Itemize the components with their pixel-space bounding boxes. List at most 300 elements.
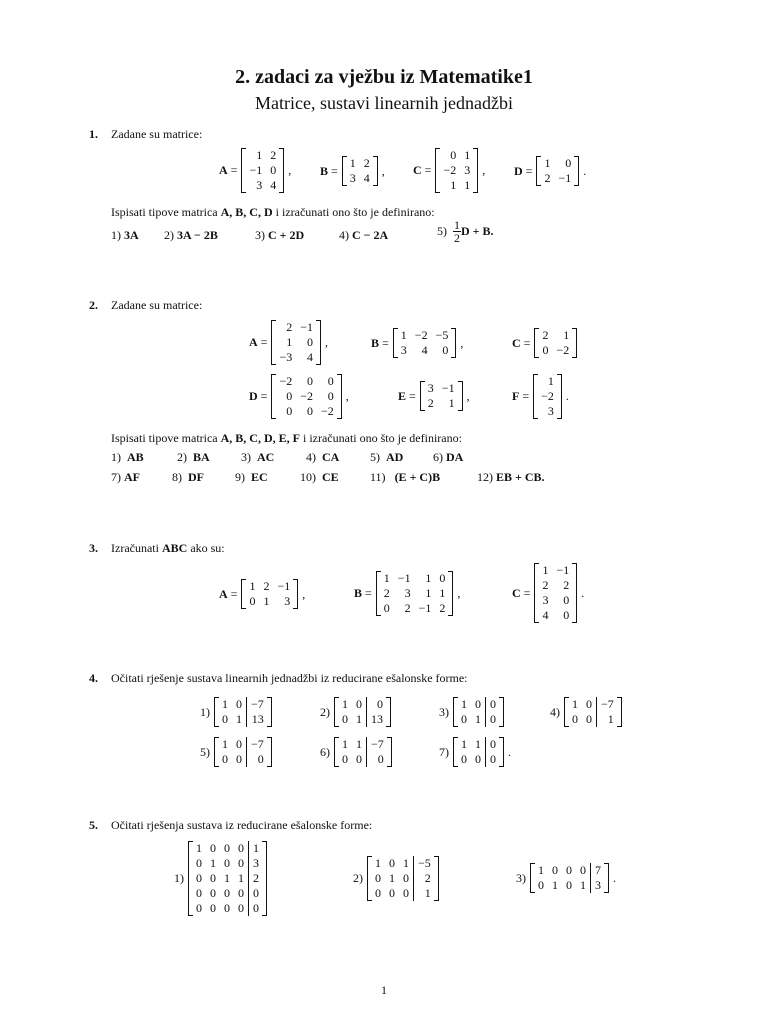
matrix-row xyxy=(215,712,272,727)
matrix-row xyxy=(189,841,267,856)
problem-4-intro: Očitati rješenje sustava linearnih jednadžbi iz reducirane ešalonske forme: xyxy=(111,671,468,685)
matrix-entry: 0 xyxy=(236,752,242,766)
matrix-entry: 3 xyxy=(400,343,407,357)
matrix-entry: 2 xyxy=(427,396,434,410)
matrix-entry: 0 xyxy=(565,156,572,170)
matrix-entry: 0 xyxy=(327,374,334,388)
p2-matrix-F-eq: F = 1 −2 3 . xyxy=(512,374,569,418)
matrix-entry: 1 xyxy=(461,697,467,711)
p5-matrix-3 xyxy=(530,863,609,893)
matrix-row xyxy=(272,350,321,365)
matrix-entry: 0 xyxy=(450,148,457,162)
matrix-row xyxy=(535,563,577,578)
matrix-entry: 1 xyxy=(224,871,230,885)
matrix-row xyxy=(189,886,267,901)
matrix-entry: 4 xyxy=(307,350,314,364)
matrix-row xyxy=(535,343,577,358)
matrix-entry: 3 xyxy=(249,856,267,871)
p1-matrix-B-eq: B = 1 2 3 4 , xyxy=(320,156,385,185)
matrix-row xyxy=(335,752,392,767)
matrix-row xyxy=(189,856,267,871)
matrix-entry: 1 xyxy=(544,156,551,170)
matrix-entry: 1 xyxy=(538,863,544,877)
matrix-entry: 1 xyxy=(464,178,471,192)
matrix-entry: 0 xyxy=(342,712,348,726)
matrix-entry: 0 xyxy=(210,841,216,855)
matrix-entry: 3 xyxy=(256,178,263,192)
matrix-entry: 1 xyxy=(196,841,202,855)
p1-matrix-D-eq: D = 1 0 2 −1 . xyxy=(514,156,587,185)
p2-task-11: 11) (E + C)B xyxy=(370,470,441,484)
matrix-entry: 0 xyxy=(224,841,230,855)
matrix-entry: 0 xyxy=(210,886,216,900)
matrix-entry: 0 xyxy=(327,389,334,403)
p1-label-C: C xyxy=(413,163,422,177)
p1-task-4: 4) C − 2A xyxy=(339,228,389,242)
matrix-entry: 1 xyxy=(249,579,256,593)
p2-task-5: 5) AD xyxy=(370,450,404,464)
matrix-entry: 1 xyxy=(542,563,549,577)
problem-4-number: 4. xyxy=(89,671,98,685)
matrix-entry: 1 xyxy=(256,148,263,162)
p4-item-2: 2) 1 0 0 0 1 13 xyxy=(320,697,391,727)
matrix-entry: −2 xyxy=(321,404,334,418)
matrix-entry: 4 xyxy=(270,178,277,192)
matrix-entry: −1 xyxy=(300,320,314,334)
matrix-entry: 3 xyxy=(591,878,609,893)
matrix-entry: 1 xyxy=(425,586,432,600)
matrix-entry: 1 xyxy=(403,856,409,870)
p3-matrix-A-eq: A = 1 2 −1 0 1 3 , xyxy=(219,579,306,608)
matrix-row xyxy=(242,178,284,193)
p2-matrix-E xyxy=(420,381,463,411)
p2-matrix-D-eq: D = −2 0 0 0 −2 0 0 0 −2 , xyxy=(249,374,349,418)
p2-matrix-A xyxy=(271,320,321,365)
matrix-row xyxy=(531,863,609,878)
matrix-row xyxy=(534,389,562,404)
matrix-entry: 0 xyxy=(403,886,409,900)
matrix-row xyxy=(420,381,462,396)
p1-label-D: D xyxy=(514,163,523,178)
p2-task-10: 10) CE xyxy=(300,470,339,484)
matrix-entry: 0 xyxy=(580,863,586,877)
matrix-entry: 0 xyxy=(538,878,544,892)
matrix-entry: −2 xyxy=(443,163,457,177)
p1-task-list xyxy=(111,228,427,243)
matrix-row xyxy=(535,328,577,343)
p2-task-6: 6) DA xyxy=(433,450,464,464)
matrix-entry: 0 xyxy=(572,712,578,726)
matrix-entry: 2 xyxy=(542,328,549,342)
matrix-entry: 1 xyxy=(249,841,267,856)
matrix-entry: 1 xyxy=(383,571,390,585)
matrix-entry: 3 xyxy=(542,593,549,607)
matrix-entry: 0 xyxy=(552,863,558,877)
matrix-entry: −1 xyxy=(277,579,291,593)
matrix-entry: 2 xyxy=(414,871,439,886)
matrix-entry: 0 xyxy=(210,871,216,885)
matrix-entry: 3 xyxy=(547,404,554,418)
matrix-entry: 1 xyxy=(475,712,481,726)
matrix-entry: 0 xyxy=(566,878,572,892)
matrix-entry: 0 xyxy=(238,901,244,915)
p2-task-8: 8) DF xyxy=(172,470,204,484)
matrix-entry: 0 xyxy=(286,404,293,418)
p2-matrix-C-eq: C = 2 1 0 −2 xyxy=(512,328,577,358)
matrix-entry: −2 xyxy=(300,389,314,403)
matrix-entry: 1 xyxy=(400,328,407,342)
matrix-entry: 0 xyxy=(196,901,202,915)
p4-item-5: 5) 1 0 −7 0 0 0 xyxy=(200,737,272,767)
matrix-row xyxy=(272,404,341,419)
matrix-row xyxy=(535,578,577,593)
matrix-entry: 0 xyxy=(356,697,362,711)
matrix-entry: 1 xyxy=(238,871,244,885)
matrix-entry: 7 xyxy=(591,863,609,878)
problem-2-intro: Zadane su matrice: xyxy=(111,298,203,312)
matrix-entry: −2 xyxy=(279,374,293,388)
problem-3-intro: Izračunati ABC ako su: xyxy=(111,541,225,555)
matrix-entry: 2 xyxy=(544,171,551,185)
matrix-row xyxy=(537,171,579,186)
matrix-entry: 1 xyxy=(210,856,216,870)
matrix-entry: 1 xyxy=(389,871,395,885)
p1-matrix-A-eq: A = 1 2 −1 0 3 4 , xyxy=(219,148,292,192)
matrix-entry: −7 xyxy=(247,697,272,712)
matrix-entry: 0 xyxy=(224,901,230,915)
matrix-entry: 0 xyxy=(249,594,256,608)
matrix-entry: 0 xyxy=(238,841,244,855)
matrix-entry: 1 xyxy=(375,856,381,870)
matrix-entry: −3 xyxy=(279,350,293,364)
matrix-entry: 0 xyxy=(586,697,592,711)
matrix-row xyxy=(535,608,577,623)
p1-matrix-B xyxy=(342,156,378,186)
p1-task-5: 5) $\frac{1}{2}$ D + B. xyxy=(437,218,494,245)
p3-matrix-B-eq: B = 1 −1 1 0 2 3 1 1 0 2 −1 2 , xyxy=(354,571,461,615)
matrix-entry: 1 xyxy=(450,178,457,192)
page-subtitle: Matrice, sustavi linearnih jednadžbi xyxy=(255,93,513,113)
fraction-one-half: $\frac{1}{2}$ xyxy=(454,218,460,245)
matrix-row xyxy=(376,601,453,616)
matrix-entry: 0 xyxy=(542,343,549,357)
matrix-row xyxy=(420,396,462,411)
p2-task-1: 1) AB xyxy=(111,450,144,464)
matrix-row xyxy=(454,752,504,767)
matrix-entry: 0 xyxy=(367,697,391,712)
matrix-row xyxy=(335,712,391,727)
matrix-entry: 0 xyxy=(461,712,467,726)
matrix-entry: −7 xyxy=(247,737,272,752)
matrix-entry: 1 xyxy=(349,156,356,170)
matrix-row xyxy=(272,374,341,389)
p4-matrix-2 xyxy=(334,697,391,727)
p4-matrix-7 xyxy=(453,737,504,767)
matrix-entry: 1 xyxy=(286,335,293,349)
equals-sign: = xyxy=(331,163,338,178)
matrix-entry: 0 xyxy=(196,856,202,870)
matrix-entry: −7 xyxy=(367,737,392,752)
p3-matrix-C-eq: C = 1 −1 2 2 3 0 4 0 . xyxy=(512,563,585,622)
matrix-entry: 0 xyxy=(210,901,216,915)
matrix-entry: 3 xyxy=(464,163,471,177)
problem-1-number: 1. xyxy=(89,127,98,141)
matrix-entry: 1 xyxy=(461,737,467,751)
equals-sign: = xyxy=(230,163,238,177)
matrix-row xyxy=(454,697,504,712)
matrix-entry: 0 xyxy=(247,752,272,767)
matrix-entry: 0 xyxy=(196,886,202,900)
matrix-entry: 2 xyxy=(563,578,570,592)
matrix-row xyxy=(565,697,622,712)
matrix-entry: 0 xyxy=(566,863,572,877)
p4-item-3: 3) 1 0 0 0 1 0 xyxy=(439,697,504,727)
matrix-entry: 0 xyxy=(375,871,381,885)
matrix-entry: 1 xyxy=(464,148,471,162)
matrix-entry: 1 xyxy=(475,737,481,751)
matrix-row xyxy=(335,737,392,752)
matrix-entry: 1 xyxy=(597,712,622,727)
matrix-entry: 0 xyxy=(475,697,481,711)
matrix-row xyxy=(189,901,267,916)
matrix-entry: −1 xyxy=(441,381,455,395)
matrix-row xyxy=(272,389,341,404)
matrix-row xyxy=(215,697,272,712)
matrix-entry: −2 xyxy=(556,343,570,357)
p2-matrix-B xyxy=(393,328,457,358)
matrix-entry: 0 xyxy=(356,752,362,766)
page-title: 2. zadaci za vježbu iz Matematike1 xyxy=(235,66,533,88)
matrix-entry: 4 xyxy=(542,608,549,622)
matrix-row xyxy=(376,571,453,586)
matrix-row xyxy=(368,871,439,886)
matrix-entry: 0 xyxy=(389,886,395,900)
p2-instructions: Ispisati tipove matrica A, B, C, D, E, F i izračunati ono što je definirano: xyxy=(111,431,462,445)
matrix-entry: −5 xyxy=(435,328,449,342)
p1-matrix-C-eq: C = 0 1 −2 3 1 1 , xyxy=(413,148,486,192)
problem-2-number: 2. xyxy=(89,298,98,312)
matrix-row xyxy=(436,178,478,193)
matrix-entry: 1 xyxy=(572,697,578,711)
matrix-entry: 1 xyxy=(356,712,362,726)
matrix-entry: 0 xyxy=(586,712,592,726)
p2-task-7: 7) AF xyxy=(111,470,140,484)
p2-task-3: 3) AC xyxy=(241,450,275,464)
matrix-row xyxy=(537,156,579,171)
problem-3-number: 3. xyxy=(89,541,98,555)
matrix-entry: −7 xyxy=(597,697,622,712)
problem-1-intro: Zadane su matrice: xyxy=(111,127,203,141)
p4-matrix-6 xyxy=(334,737,392,767)
p4-item-6: 6) 1 1 −7 0 0 0 xyxy=(320,737,392,767)
matrix-entry: 0 xyxy=(222,712,228,726)
matrix-row xyxy=(189,871,267,886)
matrix-entry: −1 xyxy=(249,163,263,177)
p2-matrix-A-eq: A = 2 −1 1 0 −3 4 , xyxy=(249,320,329,364)
p4-matrix-1 xyxy=(214,697,272,727)
matrix-row xyxy=(454,712,504,727)
matrix-entry: 0 xyxy=(461,752,467,766)
matrix-entry: 0 xyxy=(236,697,242,711)
matrix-entry: 1 xyxy=(439,586,446,600)
matrix-row xyxy=(242,163,284,178)
matrix-row xyxy=(342,171,377,186)
matrix-entry: 1 xyxy=(448,396,455,410)
matrix-entry: 0 xyxy=(439,571,446,585)
matrix-row xyxy=(242,579,298,594)
matrix-entry: 0 xyxy=(563,608,570,622)
p2-task-row-1 xyxy=(111,450,463,465)
matrix-entry: 2 xyxy=(286,320,293,334)
matrix-row xyxy=(335,697,391,712)
matrix-entry: 4 xyxy=(421,343,428,357)
matrix-row xyxy=(272,320,321,335)
p4-matrix-3 xyxy=(453,697,504,727)
matrix-entry: −1 xyxy=(558,171,572,185)
matrix-row xyxy=(534,374,562,389)
matrix-entry: 0 xyxy=(383,601,390,615)
matrix-row xyxy=(215,752,272,767)
matrix-row xyxy=(393,343,456,358)
p2-matrix-B-eq: B = 1 −2 −5 3 4 0 , xyxy=(371,328,464,357)
matrix-entry: 0 xyxy=(403,871,409,885)
p3-matrix-C xyxy=(534,563,577,623)
matrix-row xyxy=(368,886,439,901)
matrix-entry: −2 xyxy=(414,328,428,342)
matrix-entry: 1 xyxy=(425,571,432,585)
p2-matrix-E-eq: E = 3 −1 2 1 , xyxy=(398,381,470,410)
matrix-entry: 0 xyxy=(286,389,293,403)
p1-task-2: 2) 3A − 2B xyxy=(164,228,218,242)
matrix-entry: 2 xyxy=(383,586,390,600)
matrix-row xyxy=(535,593,577,608)
matrix-entry: 2 xyxy=(439,601,446,615)
p3-matrix-B xyxy=(376,571,454,616)
matrix-entry: 0 xyxy=(224,886,230,900)
p1-matrix-A xyxy=(241,148,284,193)
matrix-entry: 1 xyxy=(356,737,362,751)
matrix-entry: 2 xyxy=(249,871,267,886)
matrix-entry: 0 xyxy=(307,404,314,418)
matrix-entry: −1 xyxy=(418,601,432,615)
matrix-row xyxy=(531,878,609,893)
p5-item-1: 1) 1 0 0 0 1 0 1 0 0 3 0 0 1 1 2 0 0 0 0 0 0 0 0 0 0 xyxy=(174,841,267,916)
matrix-entry: 13 xyxy=(367,712,391,727)
page-number: 1 xyxy=(381,983,387,997)
matrix-entry: 0 xyxy=(236,737,242,751)
matrix-entry: 0 xyxy=(238,856,244,870)
matrix-row xyxy=(242,148,284,163)
matrix-entry: 0 xyxy=(475,752,481,766)
p1-matrix-C xyxy=(435,148,478,193)
matrix-row xyxy=(342,156,377,171)
matrix-entry: 1 xyxy=(222,737,228,751)
p1-instructions: Ispisati tipove matrica A, B, C, D i izračunati ono što je definirano: xyxy=(111,205,435,219)
p4-item-1: 1) 1 0 −7 0 1 13 xyxy=(200,697,272,727)
matrix-entry: 0 xyxy=(486,737,504,752)
matrix-entry: −1 xyxy=(397,571,411,585)
matrix-entry: 1 xyxy=(580,878,586,892)
matrix-row xyxy=(534,404,562,419)
matrix-entry: 0 xyxy=(389,856,395,870)
matrix-entry: 3 xyxy=(427,381,434,395)
p1-task-3: 3) C + 2D xyxy=(255,228,305,242)
matrix-row xyxy=(454,737,504,752)
matrix-entry: 0 xyxy=(270,163,277,177)
matrix-entry: 0 xyxy=(442,343,449,357)
equals-sign: = xyxy=(424,163,432,177)
matrix-entry: 0 xyxy=(249,886,267,901)
p2-task-9: 9) EC xyxy=(235,470,268,484)
matrix-entry: 0 xyxy=(307,374,314,388)
p1-matrix-D xyxy=(536,156,579,186)
matrix-entry: 0 xyxy=(238,886,244,900)
p4-item-7: 7) 1 1 0 0 0 0 . xyxy=(439,737,511,766)
matrix-entry: 1 xyxy=(263,594,270,608)
matrix-entry: 1 xyxy=(222,697,228,711)
matrix-entry: 1 xyxy=(342,737,348,751)
matrix-entry: 0 xyxy=(563,593,570,607)
matrix-entry: 4 xyxy=(363,171,370,185)
matrix-entry: 3 xyxy=(284,594,291,608)
p2-matrix-C xyxy=(534,328,577,358)
p4-item-4: 4) 1 0 −7 0 0 1 xyxy=(550,697,622,727)
matrix-row xyxy=(376,586,453,601)
matrix-entry: 0 xyxy=(486,697,504,712)
matrix-entry: 13 xyxy=(247,712,272,727)
p4-matrix-4 xyxy=(564,697,622,727)
problem-5-number: 5. xyxy=(89,818,98,832)
matrix-entry: 0 xyxy=(222,752,228,766)
matrix-entry: 0 xyxy=(486,712,504,727)
matrix-entry: 2 xyxy=(263,579,270,593)
matrix-entry: −2 xyxy=(541,389,554,403)
p2-matrix-F xyxy=(533,374,562,419)
matrix-entry: 1 xyxy=(414,886,439,901)
matrix-row xyxy=(272,335,321,350)
p5-item-2: 2) 1 0 1 −5 0 1 0 2 0 0 0 1 xyxy=(353,856,439,901)
matrix-row xyxy=(242,594,298,609)
p2-task-row-2 xyxy=(111,470,545,485)
matrix-entry: 0 xyxy=(224,856,230,870)
matrix-entry: 1 xyxy=(236,712,242,726)
equals-sign: = xyxy=(525,163,533,178)
matrix-row xyxy=(393,328,456,343)
matrix-entry: 3 xyxy=(349,171,356,185)
matrix-entry: −5 xyxy=(414,856,439,871)
p2-task-4: 4) CA xyxy=(306,450,340,464)
p2-task-2: 2) BA xyxy=(177,450,210,464)
p1-label-A: A xyxy=(219,163,228,177)
problem-5-intro: Očitati rješenja sustava iz reducirane ešalonske forme: xyxy=(111,818,373,832)
matrix-entry: 1 xyxy=(552,878,558,892)
matrix-entry: 2 xyxy=(404,601,411,615)
matrix-entry: 0 xyxy=(486,752,504,767)
matrix-entry: 1 xyxy=(547,374,554,388)
p4-matrix-5 xyxy=(214,737,272,767)
matrix-row xyxy=(436,163,478,178)
p5-matrix-2 xyxy=(367,856,439,901)
p5-matrix-1 xyxy=(188,841,267,916)
matrix-entry: 0 xyxy=(375,886,381,900)
matrix-entry: −1 xyxy=(556,563,570,577)
matrix-row xyxy=(368,856,439,871)
matrix-entry: 0 xyxy=(196,871,202,885)
matrix-entry: 2 xyxy=(363,156,370,170)
matrix-row xyxy=(436,148,478,163)
matrix-entry: 1 xyxy=(342,697,348,711)
p5-item-3: 3) 1 0 0 0 7 0 1 0 1 3 . xyxy=(516,863,616,892)
